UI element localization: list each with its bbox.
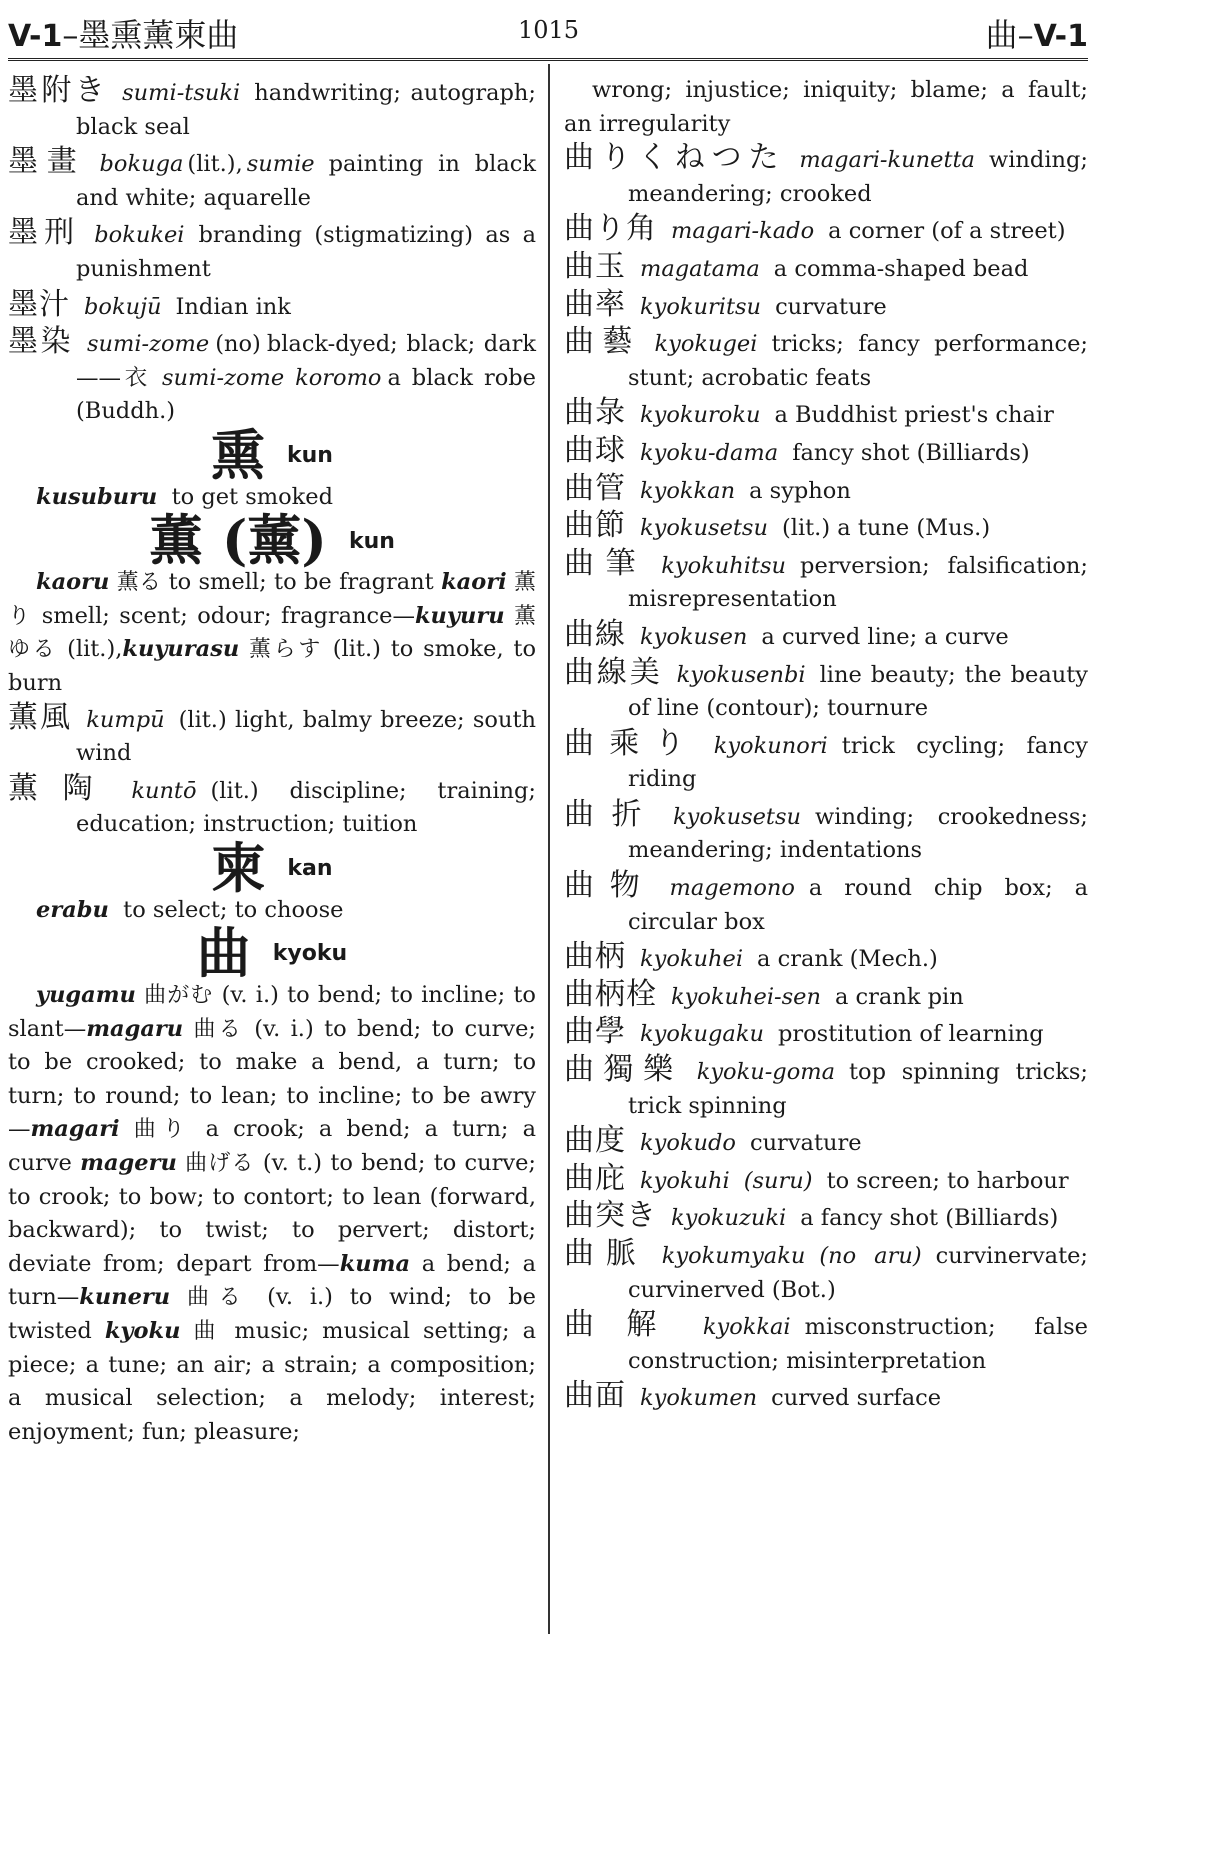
dictionary-entry — [564, 1015, 1088, 1052]
entry-kanji: 曲玉 — [564, 248, 626, 284]
entry-definition: winding; crookedness; meandering; indentations — [628, 803, 1088, 864]
entry-romaji: kyokudo — [640, 1130, 736, 1157]
heading-kanji: 熏 — [211, 423, 266, 488]
reading-kanji: 曲り — [133, 1117, 192, 1143]
dictionary-entry — [8, 772, 536, 842]
reading-kanji: 曲 — [193, 1319, 222, 1344]
dictionary-entry — [564, 434, 1088, 471]
entry-romaji: kyokusen — [640, 623, 748, 650]
entry-note: (lit.), — [187, 151, 243, 178]
entry-romaji: kyokkai — [702, 1314, 791, 1341]
dictionary-entry — [564, 212, 1088, 249]
entry-romaji-alt: sumie — [246, 151, 315, 178]
entry-kanji: 曲乘り — [564, 725, 700, 761]
entry-romaji: magari-kado — [671, 218, 815, 245]
reading-text: (v. i.) to bend; to curve; to be crooked; to make a bend, a turn; to turn; to round; to lean; to incline; to be awry— — [8, 1015, 536, 1143]
entry-definition: tricks; fancy performance; stunt; acrobatic feats — [628, 331, 1088, 391]
reading-kanji: 薫ゆる — [8, 603, 536, 663]
entry-kanji: 墨附き — [8, 73, 109, 108]
dictionary-entry — [8, 701, 536, 771]
header-left: V-1–墨熏薰柬曲 — [8, 16, 239, 54]
heading-reading: kyoku — [272, 941, 348, 967]
entry-romaji: magari-kunetta — [799, 147, 975, 174]
entry-note: (no aru) — [819, 1243, 922, 1269]
reading-word: mageru — [80, 1150, 177, 1177]
entry-definition: (lit.) a tune (Mus.) — [781, 515, 991, 542]
entry-definition: curvature — [749, 1130, 862, 1157]
reading-text: (v. t.) to bend; to curve; to crook; to bow; to contort; to lean (forward, backward); to twist; to pervert; distort; deviate from; depart from— — [8, 1150, 537, 1277]
reading-kanji: 曲る — [193, 1016, 244, 1042]
entry-romaji: bokukei — [94, 222, 185, 249]
entry-note: (suru) — [743, 1167, 813, 1194]
header-rule — [8, 58, 1088, 61]
entry-romaji: kyokusenbi — [676, 661, 806, 688]
entry-definition: (lit.) discipline; training; education; instruction; tuition — [76, 777, 536, 838]
entry-romaji: kyokuhei-sen — [671, 983, 821, 1010]
entry-kanji: 曲り角 — [564, 211, 657, 247]
reading-word: kuyuru — [414, 602, 505, 629]
entry-definition: curvinervate; curvinerved (Bot.) — [628, 1243, 1089, 1303]
entry-romaji: sumi-tsuki — [122, 80, 241, 106]
entry-romaji: kyokusetsu — [640, 515, 768, 542]
dictionary-entry — [564, 1053, 1088, 1123]
dictionary-entry — [8, 216, 536, 286]
entry-definition: prostitution of learning — [777, 1021, 1044, 1048]
heading-kanji: 曲 — [196, 921, 251, 986]
entry-definition: fancy shot (Billiards) — [792, 439, 1030, 466]
entry-romaji: kyokumen — [640, 1385, 758, 1412]
reading-word: magari — [30, 1116, 120, 1143]
dictionary-entry — [564, 509, 1088, 546]
reading-word: kuyurasu — [122, 636, 240, 663]
reading-text: a crook; a bend; a turn; a curve — [8, 1116, 537, 1177]
entry-definition: a crank (Mech.) — [757, 946, 938, 973]
entry-definition: a Buddhist priest's chair — [774, 402, 1054, 429]
kanji-heading — [8, 836, 536, 901]
dictionary-entry — [8, 74, 536, 144]
dictionary-entry — [8, 325, 536, 429]
reading-text: a bend; a turn— — [8, 1250, 537, 1311]
entry-kanji: 曲藝 — [564, 324, 641, 360]
entry-kanji: 曲突き — [564, 1198, 657, 1234]
entry-kanji: 墨畫 — [8, 144, 86, 180]
heading-kanji: 薫 (薰) — [149, 508, 327, 573]
reading-text: to smell; to be fragrant — [168, 569, 434, 596]
dictionary-entry — [564, 288, 1088, 325]
reading-text: (lit.), — [67, 636, 123, 663]
dictionary-entry — [8, 288, 536, 325]
heading-kanji: 柬 — [211, 836, 266, 901]
heading-reading: kun — [287, 443, 333, 469]
reading-word: erabu — [36, 896, 109, 923]
dictionary-entry — [564, 472, 1088, 509]
entry-romaji: kyokuhi — [640, 1167, 730, 1194]
reading-text: music; musical setting; a piece; a tune; an air; a strain; a composition; a musical selection; a melody; interest; enjoyment; fun; pleasure; — [8, 1318, 537, 1445]
entry-romaji: kyokkan — [640, 477, 736, 504]
dictionary-entry — [564, 618, 1088, 655]
entry-definition: painting in black and white; aquarelle — [76, 151, 536, 211]
entry-definition: a round chip box; a circular box — [628, 875, 1088, 935]
entry-kanji: 薫風 — [8, 699, 73, 735]
entry-definition: handwriting; autograph; black seal — [76, 80, 537, 140]
reading-word: kusuburu — [36, 483, 158, 510]
entry-definition: curved surface — [771, 1385, 942, 1412]
entry-definition: winding; meandering; crooked — [628, 147, 1088, 207]
dictionary-entry — [564, 547, 1088, 617]
entry-kanji: 曲彔 — [564, 395, 626, 431]
entry-kanji: 墨染 — [8, 324, 73, 360]
entry-note: (no) — [215, 331, 261, 358]
header-right: 曲–V-1 — [985, 16, 1088, 54]
entry-kanji: 墨汁 — [8, 286, 70, 322]
reading-kanji: 薫る — [116, 570, 162, 596]
entry-kanji: 曲物 — [564, 868, 656, 904]
reading-text: to get smoked — [171, 483, 334, 510]
dictionary-entry — [564, 869, 1088, 939]
reading-paragraph — [8, 566, 536, 700]
entry-definition: a corner (of a street) — [828, 218, 1066, 245]
entry-romaji: kyoku-goma — [696, 1059, 836, 1086]
entry-definition: a crank pin — [834, 983, 964, 1010]
entry-romaji-alt: sumi-zome koromo — [161, 364, 382, 391]
heading-reading: kan — [287, 856, 333, 882]
entry-kanji: 曲度 — [564, 1123, 626, 1159]
reading-word: kuneru — [79, 1284, 171, 1311]
dictionary-entry — [564, 940, 1088, 977]
entry-definition: top spinning tricks; trick spinning — [628, 1059, 1089, 1119]
header-left-kanji: 墨熏薰柬曲 — [78, 16, 239, 54]
entry-romaji: magatama — [640, 255, 760, 282]
entry-definition: misconstruction; false construction; misinterpretation — [628, 1314, 1089, 1374]
entry-romaji: magemono — [669, 875, 795, 902]
entry-kanji: 曲管 — [564, 470, 626, 506]
entry-kanji: 曲球 — [564, 432, 626, 468]
reading-paragraph — [8, 894, 536, 928]
entry-definition: a fancy shot (Billiards) — [800, 1205, 1059, 1232]
entry-romaji: kyokuhei — [640, 946, 744, 973]
dictionary-entry — [564, 1199, 1088, 1236]
dictionary-entry — [564, 325, 1088, 395]
entry-definition: line beauty; the beauty of line (contour); tournure — [628, 661, 1088, 722]
reading-word: kyoku — [104, 1318, 181, 1344]
reading-kanji: 薫らす — [249, 637, 323, 663]
entry-romaji: sumi-zome — [86, 331, 210, 358]
entry-kanji: 曲庇 — [564, 1160, 626, 1196]
entry-definition: to screen; to harbour — [826, 1167, 1069, 1194]
entry-definition: black-dyed; black; dark——衣 — [76, 331, 536, 391]
entry-definition: a comma-shaped bead — [773, 255, 1029, 282]
entry-definition: trick cycling; fancy riding — [628, 732, 1089, 793]
dictionary-entry — [564, 1379, 1088, 1416]
dictionary-entry — [564, 396, 1088, 433]
entry-romaji: kyokugei — [654, 331, 758, 358]
entry-kanji: 薫陶 — [8, 770, 118, 806]
entry-kanji: 曲線美 — [564, 654, 663, 690]
volume-code-left: V-1 — [8, 19, 63, 54]
entry-definition: curvature — [775, 293, 887, 320]
entry-definition: (lit.) light, balmy breeze; south wind — [76, 706, 536, 767]
reading-kanji: 薫り — [8, 570, 537, 629]
reading-kanji: 曲がむ — [144, 983, 214, 1009]
dictionary-entry — [564, 1237, 1088, 1307]
entry-kanji: 曲線 — [564, 616, 626, 652]
dictionary-entry — [564, 250, 1088, 287]
entry-romaji: kyokunori — [713, 732, 828, 759]
entry-kanji: 曲柄 — [564, 939, 626, 975]
entry-definition: perversion; falsification; misrepresentation — [628, 552, 1088, 613]
right-column — [564, 74, 1088, 1417]
entry-romaji: kyokusetsu — [673, 803, 802, 830]
reading-text: to select; to choose — [123, 896, 344, 923]
entry-definition: a syphon — [749, 477, 851, 504]
dictionary-entry — [564, 656, 1088, 726]
reading-text: (v. i.) to wind; to be twisted — [8, 1284, 537, 1344]
entry-romaji: kumpū — [86, 706, 165, 733]
dictionary-entry — [564, 798, 1088, 868]
dictionary-entry — [564, 141, 1088, 211]
heading-reading: kun — [348, 528, 395, 554]
dictionary-entry — [564, 727, 1088, 797]
entry-romaji: kyokuritsu — [640, 293, 762, 320]
entry-kanji: 曲獨樂 — [564, 1052, 683, 1088]
right-entry-list — [564, 141, 1088, 1416]
reading-word: kaoru — [36, 569, 110, 596]
entry-definition: Indian ink — [175, 293, 291, 320]
entry-definition: branding (stigmatizing) as a punishment — [76, 222, 536, 282]
reading-text: (v. i.) to bend; to incline; to slant— — [8, 982, 536, 1042]
reading-word: yugamu — [36, 982, 136, 1009]
entry-kanji: 曲脈 — [564, 1236, 648, 1271]
entry-kanji: 曲解 — [564, 1307, 689, 1343]
reading-word: kaori — [441, 569, 507, 596]
entry-romaji: kyokuzuki — [671, 1205, 787, 1232]
entry-romaji: kyoku-dama — [640, 439, 779, 466]
reading-text: (lit.) to smoke, to burn — [8, 636, 536, 696]
dictionary-entry — [8, 145, 536, 215]
entry-kanji: 曲節 — [564, 508, 626, 544]
header-right-kanji: 曲 — [985, 16, 1018, 54]
entry-kanji: 曲柄栓 — [564, 976, 657, 1012]
page-number: 1015 — [518, 16, 580, 44]
left-column — [8, 74, 536, 1449]
reading-kanji: 曲げる — [185, 1151, 255, 1177]
continued-definition: wrong; injustice; iniquity; blame; a fault; an irregularity — [564, 77, 1088, 137]
reading-word: magaru — [86, 1015, 184, 1042]
dictionary-entry — [564, 978, 1088, 1015]
reading-text: smell; scent; odour; fragrance— — [41, 602, 415, 629]
entry-romaji: kyokuhitsu — [661, 552, 787, 579]
entry-definition-2: a black robe (Buddh.) — [76, 364, 536, 425]
entry-romaji: bokuga — [99, 151, 184, 178]
kanji-heading — [8, 508, 536, 573]
dictionary-entry — [564, 1162, 1088, 1199]
entry-kanji: 曲筆 — [564, 545, 648, 581]
volume-code-right: V-1 — [1033, 19, 1088, 54]
entry-kanji: 曲りくねつた — [564, 140, 786, 176]
entry-kanji: 墨刑 — [8, 215, 81, 251]
kanji-heading — [8, 423, 536, 488]
entry-romaji: bokujū — [84, 293, 162, 320]
entry-romaji: kuntō — [131, 777, 197, 804]
reading-kanji: 曲る — [186, 1285, 251, 1311]
entry-definition: a curved line; a curve — [761, 623, 1009, 650]
entry-romaji: kyokuroku — [640, 402, 761, 429]
page-header — [8, 6, 1088, 54]
entry-kanji: 曲率 — [564, 286, 626, 322]
column-divider — [548, 64, 550, 1634]
entry-kanji: 曲折 — [564, 796, 660, 832]
reading-paragraph — [8, 979, 536, 1449]
entry-romaji: kyokumyaku — [661, 1243, 806, 1269]
entry-romaji: kyokugaku — [640, 1021, 764, 1048]
entry-kanji: 曲面 — [564, 1378, 626, 1414]
kanji-heading — [8, 921, 536, 986]
dictionary-entry — [564, 1124, 1088, 1161]
reading-word: kuma — [339, 1250, 411, 1277]
dictionary-entry — [564, 1308, 1088, 1378]
entry-kanji: 曲學 — [564, 1014, 626, 1050]
